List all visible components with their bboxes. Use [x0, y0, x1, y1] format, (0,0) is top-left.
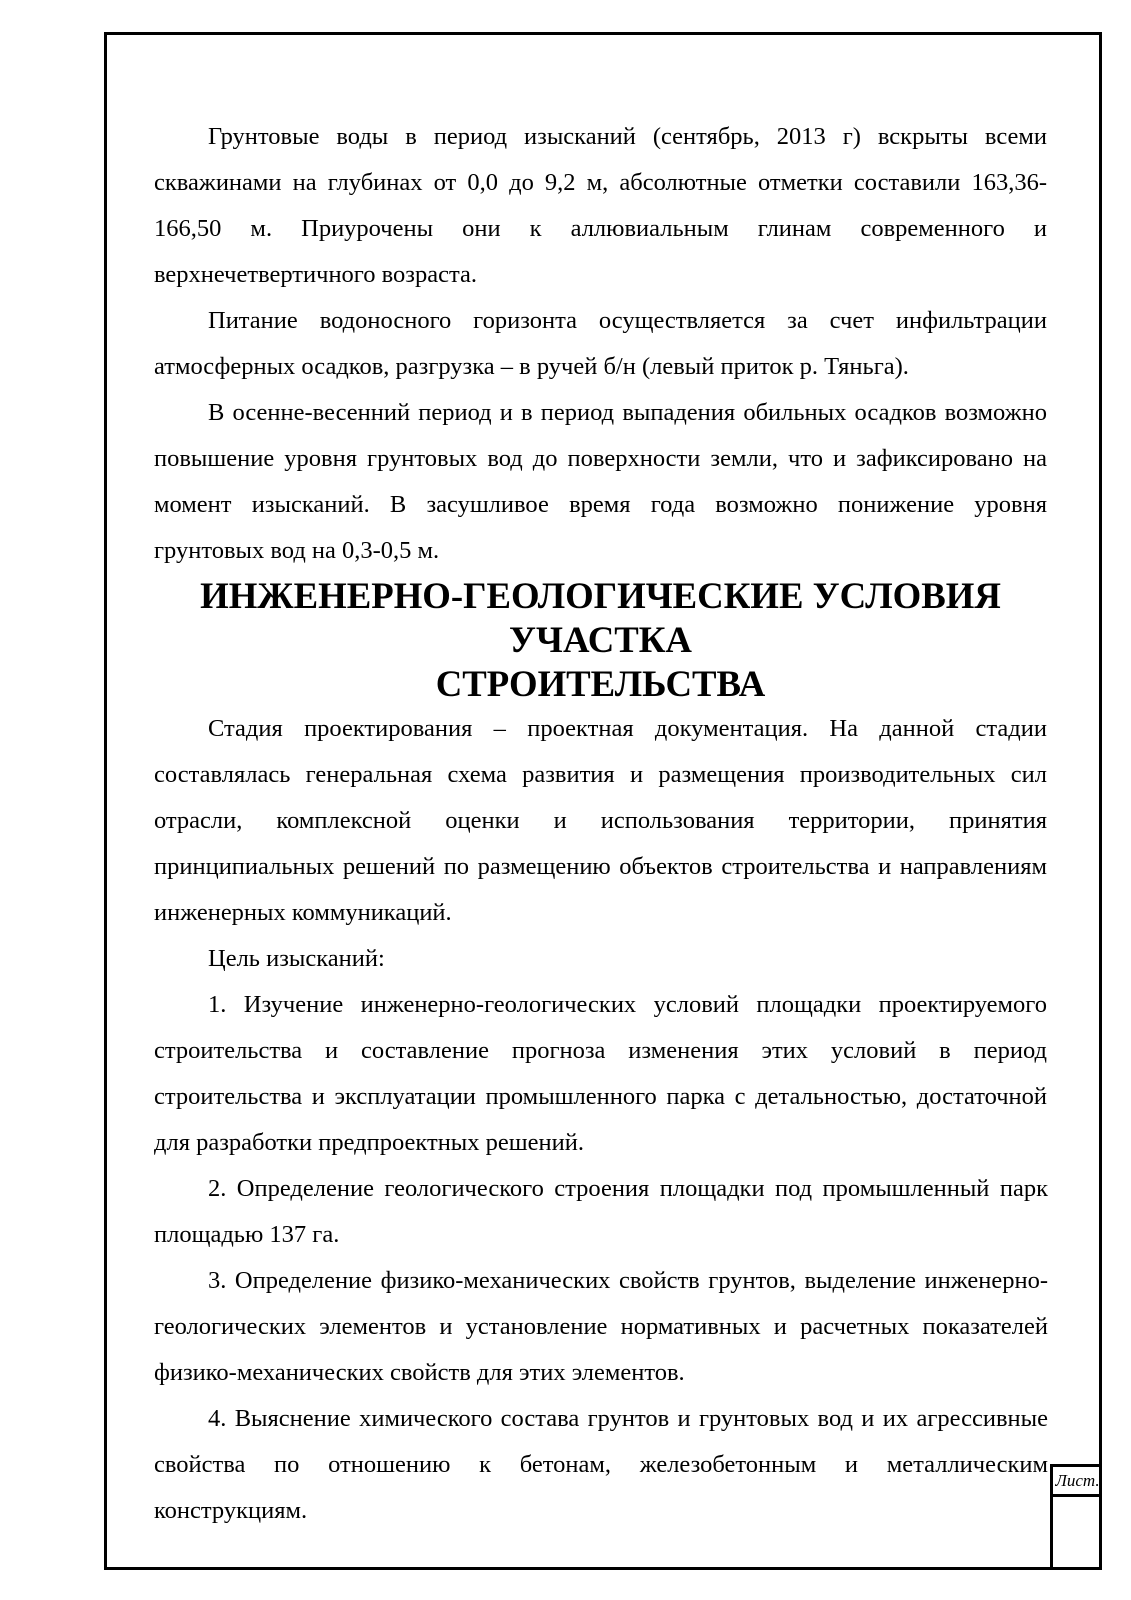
list-item-3: 3. Определение физико-механических свойств грунтов, выделение инженерно-геологических элементов и установление нормативных и расчетных показателей физико-механических свойств для этих элементов.	[154, 1267, 1048, 1386]
sheet-number-cell	[1053, 1497, 1102, 1570]
paragraph-seasonal-level: В осенне-весенний период и в период выпадения обильных осадков возможно повышение уровня грунтовых вод до поверхности земли, что и зафиксировано на момент изысканий. В засушливое время года возможно понижение уровня грунтовых вод на 0,3-0,5 м.	[154, 399, 1047, 564]
section-heading	[154, 574, 1047, 706]
sheet-label: Лист.	[1053, 1467, 1102, 1497]
paragraph-groundwater: Грунтовые воды в период изысканий (сентябрь, 2013 г) вскрыты всеми скважинами на глубинах от 0,0 до 9,2 м, абсолютные отметки составили 163,36-166,50 м. Приурочены они к аллювиальным глинам современного и верхнечетвертичного возраста.	[154, 123, 1047, 288]
section-heading-line2: СТРОИТЕЛЬСТВА	[435, 663, 766, 704]
list-item-2: 2. Определение геологического строения площадки под промышленный парк площадью 137 га.	[154, 1175, 1048, 1248]
paragraph-aquifer-supply: Питание водоносного горизонта осуществляется за счет инфильтрации атмосферных осадков, разгрузка – в ручей б/н (левый приток р. Тяньга).	[154, 307, 1047, 380]
list-item-4: 4. Выяснение химического состава грунтов и грунтовых вод и их агрессивные свойства по отношению к бетонам, железобетонным и металлическим конструкциям.	[154, 1405, 1048, 1524]
list-item-1: 1. Изучение инженерно-геологических условий площадки проектируемого строительства и составление прогноза изменения этих условий в период строительства и эксплуатации промышленного парка с детальностью, достаточной для разработки предпроектных решений.	[154, 991, 1047, 1156]
section-heading-line1: ИНЖЕНЕРНО-ГЕОЛОГИЧЕСКИЕ УСЛОВИЯ УЧАСТКА	[200, 575, 1001, 660]
sheet-stamp	[1050, 1464, 1102, 1570]
paragraph-survey-goal: Цель изысканий:	[208, 945, 385, 972]
document-body	[154, 114, 1048, 1534]
paragraph-design-stage: Стадия проектирования – проектная документация. На данной стадии составлялась генеральная схема развития и размещения производительных сил отрасли, комплексной оценки и использования территории, принятия принципиальных решений по размещению объектов строительства и направлениям инженерных коммуникаций.	[154, 715, 1047, 926]
